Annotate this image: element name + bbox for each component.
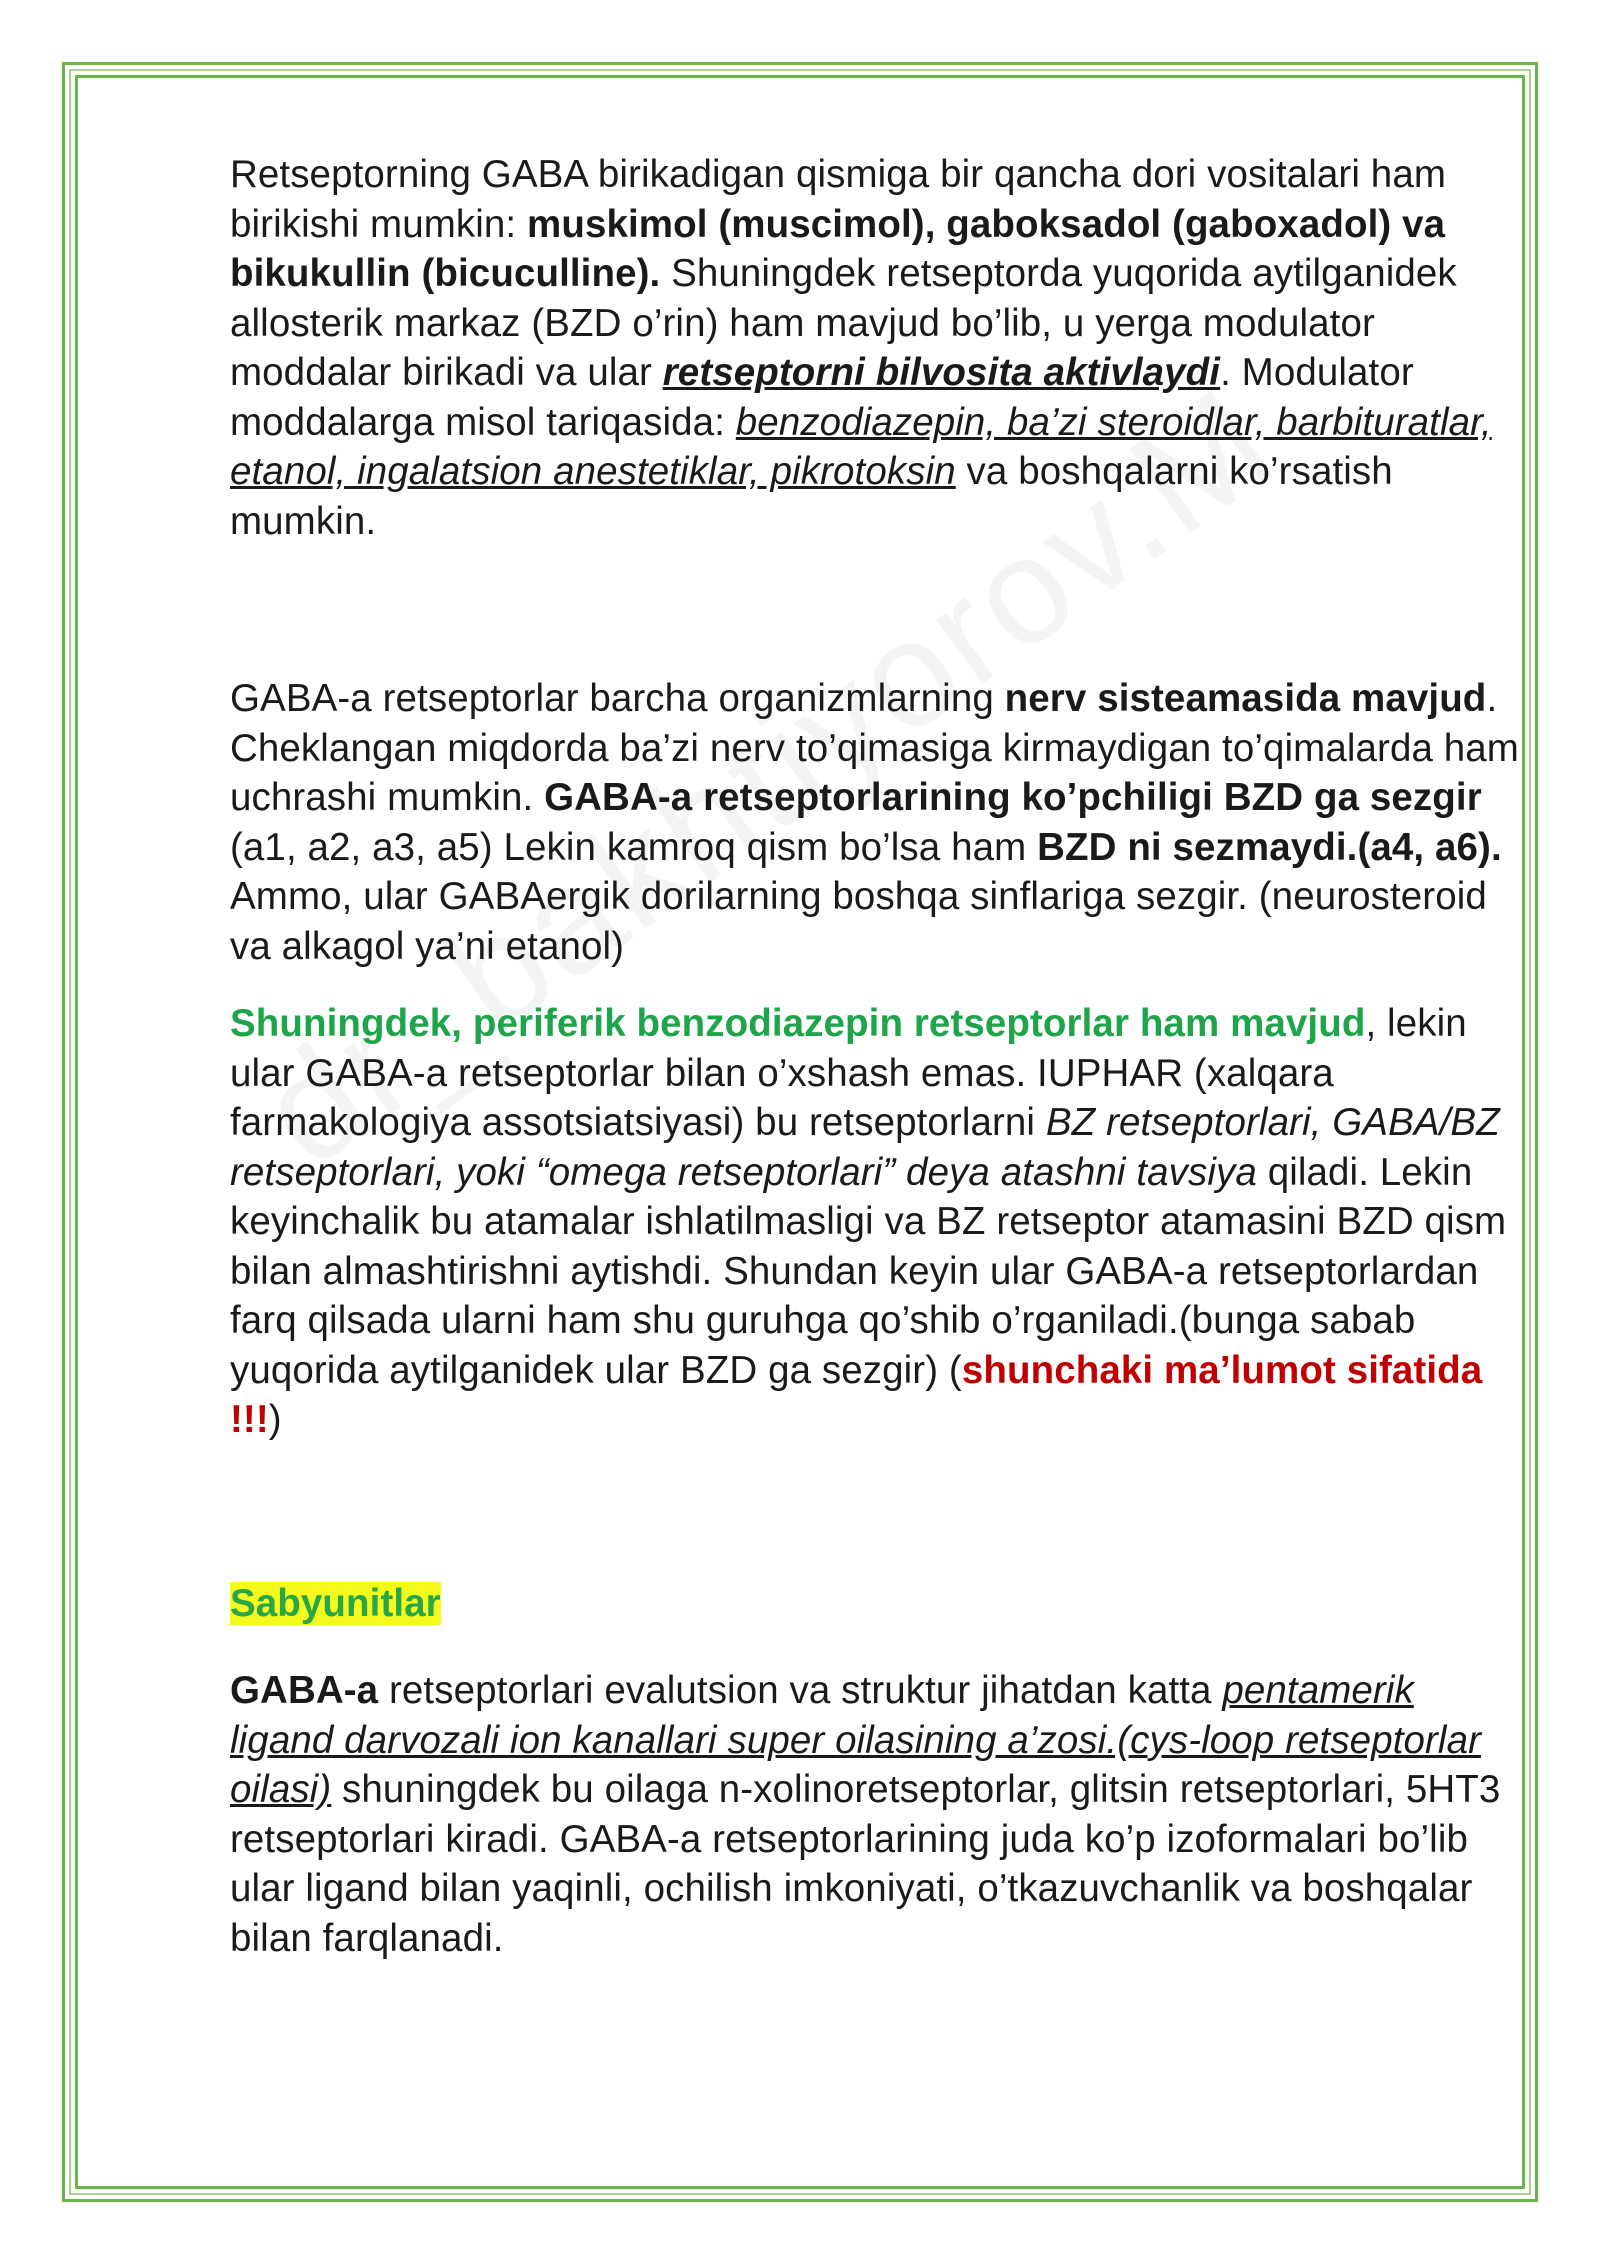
- modulator-list: benzodiazepin, ba’zi steroidlar, barbituratlar, etanol, ingalatsion anestetiklar, pikrotoksin: [230, 400, 1492, 493]
- section-heading: [230, 1579, 1520, 1629]
- paragraph-subunits: GABA-a retseptorlari evalutsion va struktur jihatdan katta pentamerik ligand darvozali ion kanallari super oilasining a’zosi.(cys-loop retseptorlar oilasi) shuningdek bu oilaga n-xolinoretseptorlar, glitsin retseptorlari, 5HT3 retseptorlari kiradi. GABA-a retseptorlarining juda ko’p izoformalari bo’lib ular ligand bilan yaqinli, ochilish imkoniyati, o’tkazuvchanlik va boshqalar bilan farqlanadi.: [230, 1669, 1501, 1960]
- paragraph-gaba-a-distribution: GABA-a retseptorlar barcha organizmlarning nerv sisteamasida mavjud. Cheklangan miqdorda ba’zi nerv to’qimasiga kirmaydigan to’qimalarda ham uchrashi mumkin. GABA-a retseptorlarining ko’pchiligi BZD ga sezgir (a1, a2, a3, a5) Lekin kamroq qism bo’lsa ham BZD ni sezmaydi.(a4, a6). Ammo, ular GABAergik dorilarning boshqa sinflariga sezgir. (neurosteroid va alkagol ya’ni etanol): [230, 677, 1519, 968]
- heading-subunits: Sabyunitlar: [230, 1581, 441, 1625]
- paragraph-peripheral-receptors: Shuningdek, periferik benzodiazepin retseptorlar ham mavjud, lekin ular GABA-a retseptorlar bilan o’xshash emas. IUPHAR (xalqara farmakologiya assotsiatsiyasi) bu retseptorlarni BZ retseptorlari, GABA/BZ retseptorlari, yoki “omega retseptorlari” deya atashni tavsiya qiladi. Lekin keyinchalik bu atamalar ishlatilmasligi va BZ retseptor atamasini BZD qism bilan almashtirishni aytishdi. Shundan keyin ular GABA-a retseptorlardan farq qilsada ularni ham shu guruhga qo’shib o’rganiladi.(bunga sabab yuqorida aytilganidek ular BZD ga sezgir) (shunchaki ma’lumot sifatida !!!): [230, 1002, 1507, 1441]
- red-note-text: shunchaki ma’lumot sifatida !!!: [230, 1348, 1483, 1441]
- paragraph-gaba-binding-site: Retseptorning GABA birikadigan qismiga bir qancha dori vositalari ham birikishi mumkin: muskimol (muscimol), gaboksadol (gaboxadol) va bikukullin (bicuculline). Shuningdek retseptorda yuqorida aytilganidek allosterik markaz (BZD o’rin) ham mavjud bo’lib, u yerga modulator moddalar birikadi va ular retseptorni bilvosita aktivlaydi. Modulator moddalarga misol tariqasida: benzodiazepin, ba’zi steroidlar, barbituratlar, etanol, ingalatsion anestetiklar, pikrotoksin va boshqalarni ko’rsatish mumkin.: [230, 153, 1492, 543]
- green-highlight-text: Shuningdek, periferik benzodiazepin retseptorlar ham mavjud: [230, 1002, 1366, 1045]
- document-body: [230, 150, 1520, 1963]
- emphasis-indirect-activation: retseptorni bilvosita aktivlaydi: [662, 351, 1221, 394]
- bold-agonists: muskimol (muscimol), gaboksadol (gaboxadol) va bikukullin (bicuculline).: [230, 202, 1446, 295]
